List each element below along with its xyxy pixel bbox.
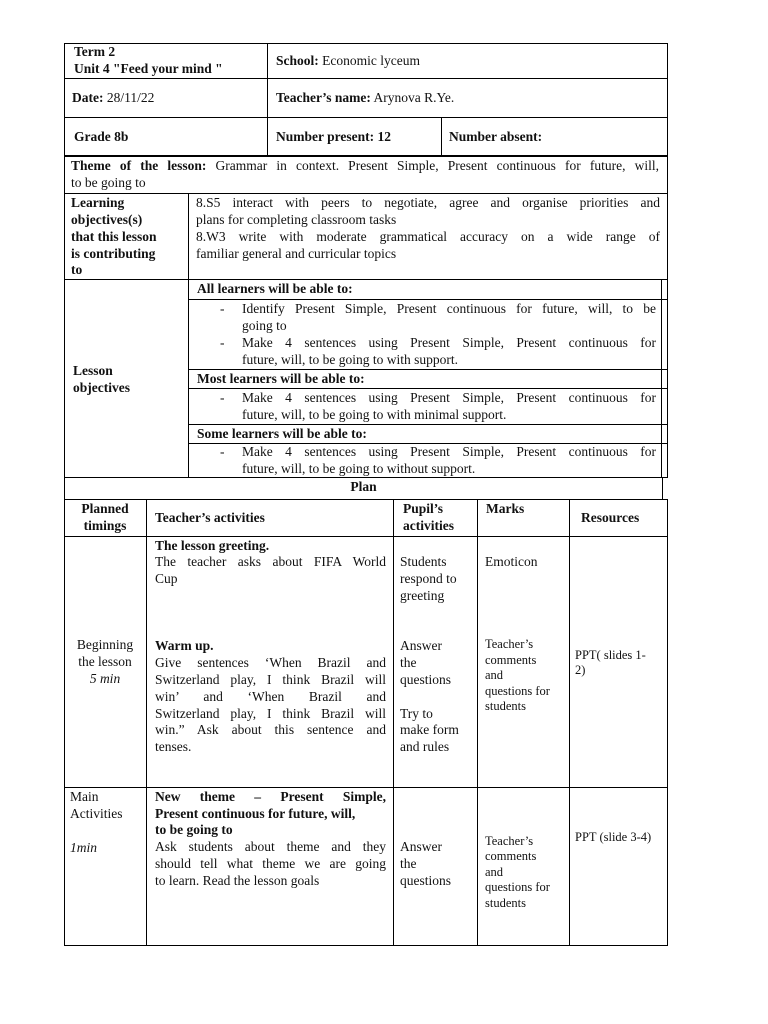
row2-marks-3: and bbox=[485, 865, 504, 879]
row1-pupil-a-3: greeting bbox=[400, 588, 445, 603]
all-learners-heading: All learners will be able to: bbox=[197, 281, 353, 296]
theme-line-1 bbox=[71, 158, 659, 175]
all-item-1-line-1: - Identify Present Simple, Present continuous for future, will, to be bbox=[242, 301, 656, 318]
row1-pupil-b-1: Answer bbox=[400, 638, 442, 653]
row2-resources: PPT (slide 3-4) bbox=[575, 830, 652, 844]
row1-pupil-c-3: and rules bbox=[400, 739, 450, 754]
date-label: Date: bbox=[72, 90, 104, 105]
row2-marks-5: students bbox=[485, 896, 526, 910]
all-item-2-line-2: future, will, to be going to with support. bbox=[242, 352, 458, 367]
plan-title: Plan bbox=[350, 479, 377, 494]
warmup-line-4: Switzerland play, I think Brazil will bbox=[155, 706, 386, 721]
row1-timing-2: the lesson bbox=[78, 654, 132, 669]
row1-marks-b-2: comments bbox=[485, 653, 537, 667]
most-item-1-line-2: future, will, to be going to with minimal support. bbox=[242, 407, 507, 422]
row2-pupil-1: Answer bbox=[400, 839, 442, 854]
row1-timing-1: Beginning bbox=[76, 637, 134, 652]
theme-text: Grammar in context. Present Simple, Present continuous for future, will, bbox=[215, 158, 659, 173]
col-header-teacher: Teacher’s activities bbox=[155, 510, 265, 525]
learning-objectives-label-4: is contributing bbox=[71, 246, 156, 261]
new-theme-line-2: should tell what theme we are going bbox=[155, 856, 386, 871]
new-theme-line-3: to learn. Read the lesson goals bbox=[155, 873, 320, 888]
row2-pupil-3: questions bbox=[400, 873, 452, 888]
row1-marks-b-5: students bbox=[485, 699, 526, 713]
row2-pupil-2: the bbox=[400, 856, 417, 871]
new-theme-title-2: Present continuous for future, will, bbox=[155, 806, 356, 821]
date-value: 28/11/22 bbox=[106, 90, 155, 105]
some-item-1-line-1: - Make 4 sentences using Present Simple, Present continuous for bbox=[242, 444, 656, 461]
col-header-pupil-1: Pupil’s bbox=[403, 501, 444, 516]
lesson-objectives-label-1: Lesson bbox=[73, 363, 113, 378]
learning-objectives-label-3: that this lesson bbox=[71, 229, 157, 244]
number-present: Number present: 12 bbox=[276, 129, 391, 144]
row1-pupil-a-1: Students bbox=[400, 554, 447, 569]
warmup-line-6: tenses. bbox=[155, 739, 192, 754]
learning-objectives-label-1: Learning bbox=[71, 195, 125, 210]
teacher-field bbox=[276, 90, 454, 107]
school-label: School: bbox=[276, 53, 319, 68]
learning-objective-line-3: 8.W3 write with moderate grammatical accuracy on a wide range of bbox=[196, 229, 660, 244]
number-absent: Number absent: bbox=[449, 129, 543, 144]
row1-marks-b-1: Teacher’s bbox=[485, 637, 534, 651]
lesson-objectives-label-2: objectives bbox=[73, 380, 130, 395]
row1-marks-b-3: and bbox=[485, 668, 504, 682]
col-header-resources: Resources bbox=[581, 510, 640, 525]
row1-resources-2: 2) bbox=[575, 663, 586, 677]
col-header-timings-1: Planned bbox=[81, 501, 129, 516]
warmup-line-5: win.” Ask about this sentence and bbox=[155, 722, 386, 737]
teacher-label: Teacher’s name: bbox=[276, 90, 371, 105]
greeting-line-2: Cup bbox=[155, 571, 178, 586]
col-header-pupil-2: activities bbox=[403, 518, 454, 533]
teacher-value: Arynova R.Ye. bbox=[373, 90, 455, 105]
warmup-line-3: win’ and ‘When Brazil and bbox=[155, 689, 386, 704]
row2-timing-1: Main bbox=[70, 789, 99, 804]
row2-marks-1: Teacher’s bbox=[485, 834, 534, 848]
greeting-title: The lesson greeting. bbox=[155, 538, 270, 553]
learning-objectives-label-2: objectives(s) bbox=[71, 212, 143, 227]
greeting-line-1: The teacher asks about FIFA World bbox=[155, 554, 386, 569]
school-value: Economic lyceum bbox=[322, 53, 420, 68]
most-item-1-line-1: - Make 4 sentences using Present Simple, Present continuous for bbox=[242, 390, 656, 407]
row1-pupil-a-2: respond to bbox=[400, 571, 457, 586]
row1-resources-1: PPT( slides 1- bbox=[575, 648, 646, 662]
term-label: Term 2 bbox=[74, 44, 116, 59]
learning-objective-line-2: plans for completing classroom tasks bbox=[196, 212, 397, 227]
row2-marks-2: comments bbox=[485, 849, 537, 863]
row1-marks-b-4: questions for bbox=[485, 684, 550, 698]
date-field bbox=[72, 90, 154, 107]
new-theme-title-3: to be going to bbox=[155, 822, 233, 837]
new-theme-line-1: Ask students about theme and they bbox=[155, 839, 386, 854]
new-theme-title-1: New theme – Present Simple, bbox=[155, 789, 386, 804]
row1-pupil-b-2: the bbox=[400, 655, 417, 670]
learning-objective-line-4: familiar general and curricular topics bbox=[196, 246, 397, 261]
some-learners-heading: Some learners will be able to: bbox=[197, 426, 367, 441]
row1-timing-3: 5 min bbox=[89, 671, 121, 686]
col-header-timings-2: timings bbox=[83, 518, 127, 533]
warmup-line-1-text: Give sentences ‘When Brazil and bbox=[155, 655, 386, 670]
learning-objectives-label-5: to bbox=[71, 262, 83, 277]
row2-marks-4: questions for bbox=[485, 880, 550, 894]
theme-label: Theme of the lesson: bbox=[71, 158, 207, 173]
warmup-line-1 bbox=[155, 655, 386, 672]
warmup-line-2: Switzerland play, I think Brazil will bbox=[155, 672, 386, 687]
row2-timing-3: 1min bbox=[70, 840, 97, 855]
row1-pupil-c-1: Try to bbox=[400, 706, 433, 721]
col-header-marks: Marks bbox=[486, 501, 525, 516]
all-item-2-line-1: - Make 4 sentences using Present Simple, Present continuous for bbox=[242, 335, 656, 352]
row1-pupil-c-2: make form bbox=[400, 722, 459, 737]
row2-timing-2: Activities bbox=[70, 806, 123, 821]
grade-label: Grade 8b bbox=[74, 129, 129, 144]
warmup-title: Warm up. bbox=[155, 638, 214, 653]
some-item-1-line-2: future, will, to be going to without support. bbox=[242, 461, 476, 476]
most-learners-heading: Most learners will be able to: bbox=[197, 371, 365, 386]
theme-line-2: to be going to bbox=[71, 175, 146, 190]
unit-label: Unit 4 "Feed your mind " bbox=[74, 61, 223, 76]
row1-marks-a: Emoticon bbox=[485, 554, 538, 569]
all-item-1-line-2: going to bbox=[242, 318, 287, 333]
row1-pupil-b-3: questions bbox=[400, 672, 452, 687]
learning-objective-line-1: 8.S5 interact with peers to negotiate, agree and organise priorities and bbox=[196, 195, 660, 210]
school-field bbox=[276, 53, 420, 70]
